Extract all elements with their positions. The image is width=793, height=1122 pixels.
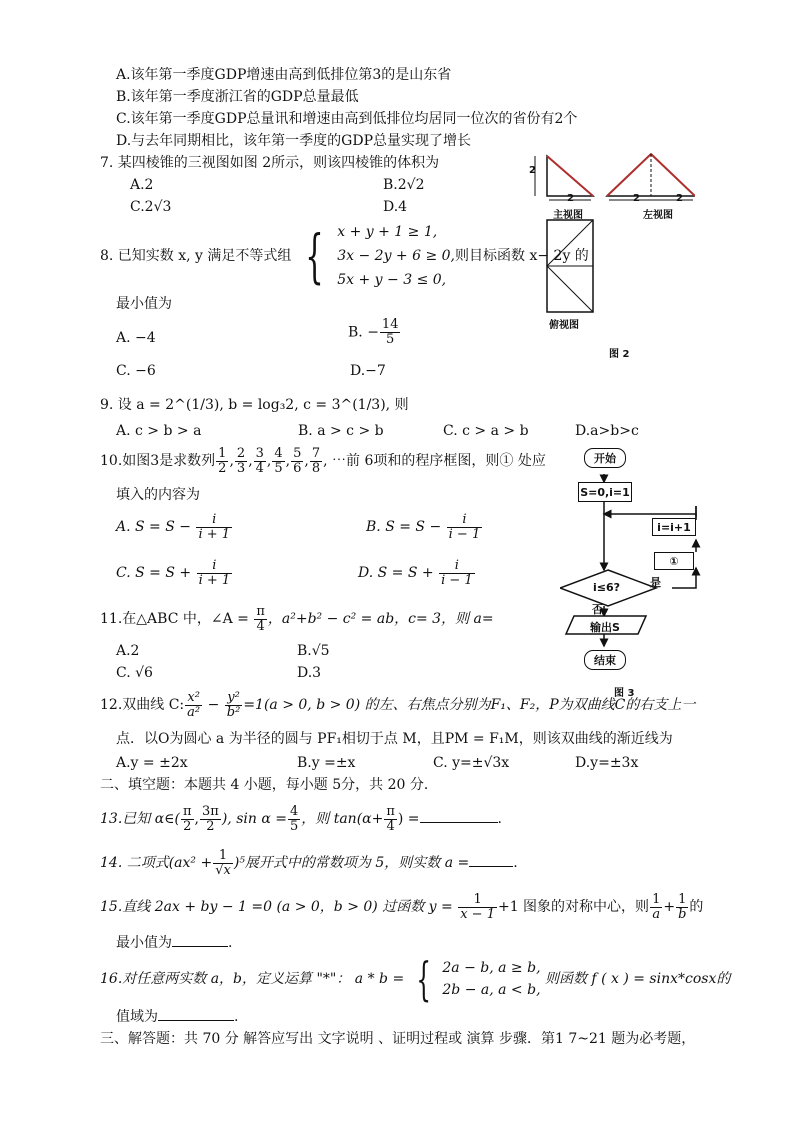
- front-view-label: 主视图: [553, 210, 583, 221]
- section-2-heading: 二、填空题：本题共 4 小题，每小题 5分，共 20 分．: [100, 777, 438, 793]
- q15-stem: 15.直线 2ax + by − 1 =0 (a > 0，b > 0) 过函数 y = $\frac{1}{x - 1}$ +1 图象的对称中心，则 $\frac{1}{a}$ + $\frac{1}{b}$ 的: [100, 891, 704, 922]
- q6-option-a: A.该年第一季度GDP增速由高到低排位第3的是山东省: [116, 67, 452, 83]
- q12-option-a: A.y = ±2x: [116, 755, 188, 771]
- q8-option-d: D.−7: [350, 363, 386, 379]
- flowchart-increment: i=i+1: [652, 518, 696, 536]
- q16-stem: 16.对任意两实数 a，b，定义运算 "*"： a * b = { 2a − b, a ≥ b, 2b − a, a < b, 则函数 f ( x ) = sinx*cosx的: [100, 952, 731, 1006]
- q7-stem: 7. 某四棱锥的三视图如图 2所示，则该四棱锥的体积为: [100, 155, 440, 171]
- front-view-height-label: 2: [529, 165, 536, 176]
- q12-stem-2: 点．以O为圆心 a 为半径的圆与 PF₁相切于点 M，且PM = F₁M，则该双曲线的渐近线为: [116, 731, 673, 747]
- flowchart-start: 开始: [584, 448, 626, 468]
- q8-option-c: C. −6: [116, 363, 156, 379]
- q8-prefix: 8. 已知实数 x, y 满足不等式组: [100, 248, 292, 264]
- flowchart-output: 输出S: [590, 621, 620, 634]
- q10-sequence-term: $\frac{5}{6}$: [293, 445, 302, 476]
- q14-stem: 14. 二项式(ax² + $\frac{1}{√x}$ )⁵展开式中的常数项为 5，则实数 a = .: [100, 847, 518, 878]
- q10-sequence-term: $\frac{1}{2}$: [218, 445, 227, 476]
- side-view-left-width-label: 2: [633, 193, 640, 204]
- q9-option-b: B. a > c > b: [298, 423, 384, 439]
- q7-option-d: D.4: [383, 199, 408, 215]
- front-view-width-label: 2: [567, 193, 574, 204]
- side-view-right-width-label: 2: [676, 193, 683, 204]
- q15-answer-blank[interactable]: [172, 932, 228, 947]
- q15-stem-2: 最小值为 .: [116, 932, 232, 952]
- q10-sequence-term: $\frac{4}{5}$: [274, 445, 283, 476]
- q10-stem: 10.如图3是求数列 $\frac{1}{2}$ , $\frac{2}{3}$ , $\frac{3}{4}$ , $\frac{4}{5}$ , $\frac{5}{6}$ , $\frac{7}{8}$ , ⋯前 6项和的程序框图，则① 处应: [100, 445, 546, 476]
- q9-option-a: A. c > b > a: [116, 423, 202, 439]
- q9-stem: 9. 设 a = 2^(1/3), b = log₃2, c = 3^(1/3), 则: [100, 397, 409, 413]
- q8-brace: {: [305, 222, 324, 290]
- q6-option-b: B.该年第一季度浙江省的GDP总量最低: [116, 89, 359, 105]
- figure-3-caption: 图 3: [614, 688, 635, 699]
- q12-option-d: D.y=±3x: [575, 755, 639, 771]
- q11-option-d: D.3: [297, 665, 322, 681]
- q8-objective: 则目标函数 x− 2y 的: [455, 248, 589, 264]
- q8-constraint-1: x + y + 1 ≥ 1,: [337, 224, 438, 240]
- q10-stem-2: 填入的内容为: [116, 487, 200, 503]
- q8-constraint-3: 5x + y − 3 ≤ 0,: [337, 272, 447, 288]
- flowchart-slot-1: ①: [654, 552, 694, 570]
- q10-sequence-term: $\frac{2}{3}$: [236, 445, 246, 476]
- q13-stem: 13.已知 α∈( $\frac{\pi}{2}$ , $\frac{3\pi}{2}$ ), sin α = $\frac{4}{5}$ ，则 tan(α+ $\frac{\pi}{4}$ ) = .: [100, 803, 502, 834]
- q7-option-a: A.2: [130, 177, 154, 193]
- q13-answer-blank[interactable]: [420, 808, 498, 823]
- q8-option-b: B. − $\frac{14}{5}$: [348, 317, 399, 347]
- q7-option-c: C.2√3: [130, 199, 172, 215]
- q9-option-d: D.a>b>c: [575, 423, 639, 439]
- q10-option-b: B. S = S − $\frac{i}{i - 1}$: [366, 511, 481, 542]
- flowchart-yes-label: 是: [650, 576, 661, 589]
- q8-stem-2: 最小值为: [116, 296, 172, 312]
- q16-stem-2: 值域为 .: [116, 1006, 238, 1026]
- q8-stem: [100, 220, 589, 292]
- section-3-heading: 三、解答题：共 70 分 解答应写出 文字说明 、证明过程或 演算 步骤．第1 7~21 题为必考题，: [100, 1031, 696, 1047]
- q11-option-c: C. √6: [116, 665, 153, 681]
- q9-option-c: C. c > a > b: [443, 423, 529, 439]
- q12-option-c: C. y=±√3x: [433, 755, 510, 771]
- q6-option-c: C.该年第一季度GDP总量讯和增速由高到低排位均居同一位次的省份有2个: [116, 111, 578, 127]
- q10-sequence-term: $\frac{7}{8}$: [311, 445, 321, 476]
- q10-sequence-term: $\frac{3}{4}$: [255, 445, 264, 476]
- q8-option-a: A. −4: [116, 330, 156, 346]
- q12-stem: 12.双曲线 C: $\frac{\text{x²}}{\text{a²}}$ − $\frac{\text{y²}}{\text{b²}}$ =1(a > 0, b > 0) 的左、右焦点分别为F₁、F₂，P为双曲线C的右支上一: [100, 689, 696, 720]
- q10-option-c: C. S = S + $\frac{i}{i + 1}$: [116, 557, 231, 588]
- q16-answer-blank[interactable]: [158, 1006, 234, 1021]
- flowchart-end: 结束: [584, 650, 626, 670]
- q10-option-a: A. S = S − $\frac{i}{i + 1}$: [116, 511, 231, 542]
- q8-constraint-system: [337, 220, 589, 292]
- q10-option-d: D. S = S + $\frac{i}{i - 1}$: [358, 557, 473, 588]
- flowchart-init: S=0,i=1: [578, 482, 632, 502]
- q8-option-b-fraction: $\frac{14}{5}$: [381, 317, 399, 347]
- q14-answer-blank[interactable]: [469, 852, 513, 867]
- q6-option-d: D.与去年同期相比，该年第一季度的GDP总量实现了增长: [116, 133, 472, 149]
- side-view-label: 左视图: [643, 210, 673, 221]
- figure-2-caption: 图 2: [609, 349, 630, 360]
- q10-sequence: $\frac{1}{2}$ , $\frac{2}{3}$ , $\frac{3}{4}$ , $\frac{4}{5}$ , $\frac{5}{6}$ , $\frac{7}{8}$: [218, 445, 321, 476]
- q11-stem: 11.在△ABC 中，∠A = $\frac{\pi}{4}$ ，a²+b² − c² = ab，c= 3，则 a=: [100, 603, 494, 634]
- flowchart-no-label: 否: [592, 603, 603, 616]
- q16-brace: {: [415, 952, 431, 1006]
- q7-option-b: B.2√2: [383, 177, 425, 193]
- q8-constraint-2: 3x − 2y + 6 ≥ 0,: [337, 248, 456, 264]
- q11-option-a: A.2: [116, 643, 140, 659]
- flowchart-condition: i≤6?: [593, 581, 621, 594]
- q12-option-b: B.y =±x: [297, 755, 356, 771]
- q16-piecewise: 2a − b, a ≥ b, 2b − a, a < b,: [442, 960, 541, 998]
- q11-option-b: B.√5: [297, 643, 330, 659]
- top-view-label: 俯视图: [549, 320, 579, 331]
